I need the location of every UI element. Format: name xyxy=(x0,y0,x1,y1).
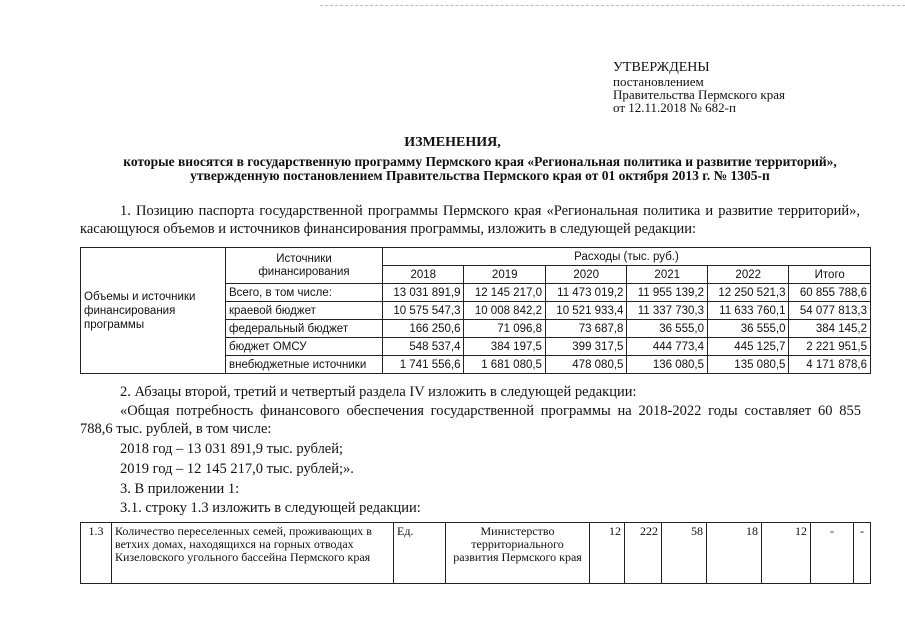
value-cell: 444 773,4 xyxy=(627,338,708,356)
source-label: бюджет ОМСУ xyxy=(226,338,383,356)
total-cell: 60 855 788,6 xyxy=(789,284,871,302)
finance-row-label: Объемы и источники финансирования программы xyxy=(81,248,226,374)
total-cell: 2 221 951,5 xyxy=(789,338,871,356)
year-header: 2019 xyxy=(464,266,545,284)
value-cell: 135 080,5 xyxy=(707,356,788,374)
value-cell: 166 250,6 xyxy=(383,320,464,338)
row-value: 58 xyxy=(662,523,707,584)
value-cell: 10 008 842,2 xyxy=(464,302,545,320)
finance-table xyxy=(80,247,871,374)
total-cell: 54 077 813,3 xyxy=(789,302,871,320)
row-value: 12 xyxy=(590,523,625,584)
value-cell: 1 681 080,5 xyxy=(464,356,545,374)
row-value: - xyxy=(854,523,871,584)
value-cell: 548 537,4 xyxy=(383,338,464,356)
row-unit: Ед. xyxy=(394,523,446,584)
approval-heading: УТВЕРЖДЕНЫ xyxy=(613,60,710,75)
item-3: 3. В приложении 1: xyxy=(120,481,240,497)
total-cell: 4 171 878,6 xyxy=(789,356,871,374)
value-cell: 13 031 891,9 xyxy=(383,284,464,302)
value-cell: 12 250 521,3 xyxy=(707,284,788,302)
value-cell: 384 197,5 xyxy=(464,338,545,356)
paragraph-1: 1. Позицию паспорта государственной программы Пермского края «Региональная политика и развитие территорий», касающуюся объемов и источников финансирования программы, изложить в следующей редакции: xyxy=(80,203,860,237)
year-header: 2021 xyxy=(627,266,708,284)
expenses-header: Расходы (тыс. руб.) xyxy=(383,248,871,266)
total-cell: 384 145,2 xyxy=(789,320,871,338)
value-cell: 10 575 547,3 xyxy=(383,302,464,320)
row-description: Количество переселенных семей, проживающих в ветхих домах, находящихся на горных отводах Кизеловского угольного бассейна Пермского края xyxy=(112,523,394,584)
year-2019-line: 2019 год – 12 145 217,0 тыс. рублей;». xyxy=(120,461,354,477)
row-executor: Министерство территориального развития Пермского края xyxy=(446,523,590,584)
sources-header: Источники финансирования xyxy=(226,248,383,284)
year-2018-line: 2018 год – 13 031 891,9 тыс. рублей; xyxy=(120,441,344,457)
value-cell: 12 145 217,0 xyxy=(464,284,545,302)
row-value: 12 xyxy=(762,523,811,584)
item-3-1: 3.1. строку 1.3 изложить в следующей редакции: xyxy=(120,500,421,516)
approval-line-1: постановлением xyxy=(613,74,704,89)
value-cell: 11 473 019,2 xyxy=(545,284,626,302)
row-1-3-table xyxy=(80,522,871,584)
source-label: Всего, в том числе: xyxy=(226,284,383,302)
row-number: 1.3 xyxy=(81,523,112,584)
finance-header-row xyxy=(81,248,871,266)
row-value: 222 xyxy=(625,523,662,584)
value-cell: 36 555,0 xyxy=(707,320,788,338)
value-cell: 1 741 556,6 xyxy=(383,356,464,374)
row-value: 18 xyxy=(707,523,762,584)
top-divider xyxy=(320,5,905,6)
value-cell: 399 317,5 xyxy=(545,338,626,356)
document-title: ИЗМЕНЕНИЯ, xyxy=(404,135,501,150)
year-header: 2018 xyxy=(383,266,464,284)
value-cell: 11 337 730,3 xyxy=(627,302,708,320)
value-cell: 478 080,5 xyxy=(545,356,626,374)
source-label: краевой бюджет xyxy=(226,302,383,320)
quote-paragraph: «Общая потребность финансового обеспечения государственной программы на 2018-2022 годы составляет 60 855 788,6 тыс. рублей, в том числе: xyxy=(80,403,861,437)
year-header: 2022 xyxy=(707,266,788,284)
document-subtitle: которые вносятся в государственную программу Пермского края «Региональная политика и развитие территорий», утвержденную постановлением Правительства Пермского края от 01 октября 2013 г. № 1305-п xyxy=(123,154,837,183)
total-header: Итого xyxy=(789,266,871,284)
row-value: - xyxy=(811,523,854,584)
item-2: 2. Абзацы второй, третий и четвертый раздела IV изложить в следующей редакции: xyxy=(120,384,637,400)
value-cell: 11 633 760,1 xyxy=(707,302,788,320)
year-header: 2020 xyxy=(545,266,626,284)
approval-line-2: Правительства Пермского края xyxy=(613,87,785,102)
approval-block xyxy=(613,60,893,114)
value-cell: 10 521 933,4 xyxy=(545,302,626,320)
value-cell: 136 080,5 xyxy=(627,356,708,374)
value-cell: 73 687,8 xyxy=(545,320,626,338)
table-row xyxy=(81,523,871,584)
source-label: федеральный бюджет xyxy=(226,320,383,338)
approval-line-3: от 12.11.2018 № 682-п xyxy=(613,100,736,115)
value-cell: 71 096,8 xyxy=(464,320,545,338)
source-label: внебюджетные источники xyxy=(226,356,383,374)
value-cell: 36 555,0 xyxy=(627,320,708,338)
value-cell: 445 125,7 xyxy=(707,338,788,356)
value-cell: 11 955 139,2 xyxy=(627,284,708,302)
